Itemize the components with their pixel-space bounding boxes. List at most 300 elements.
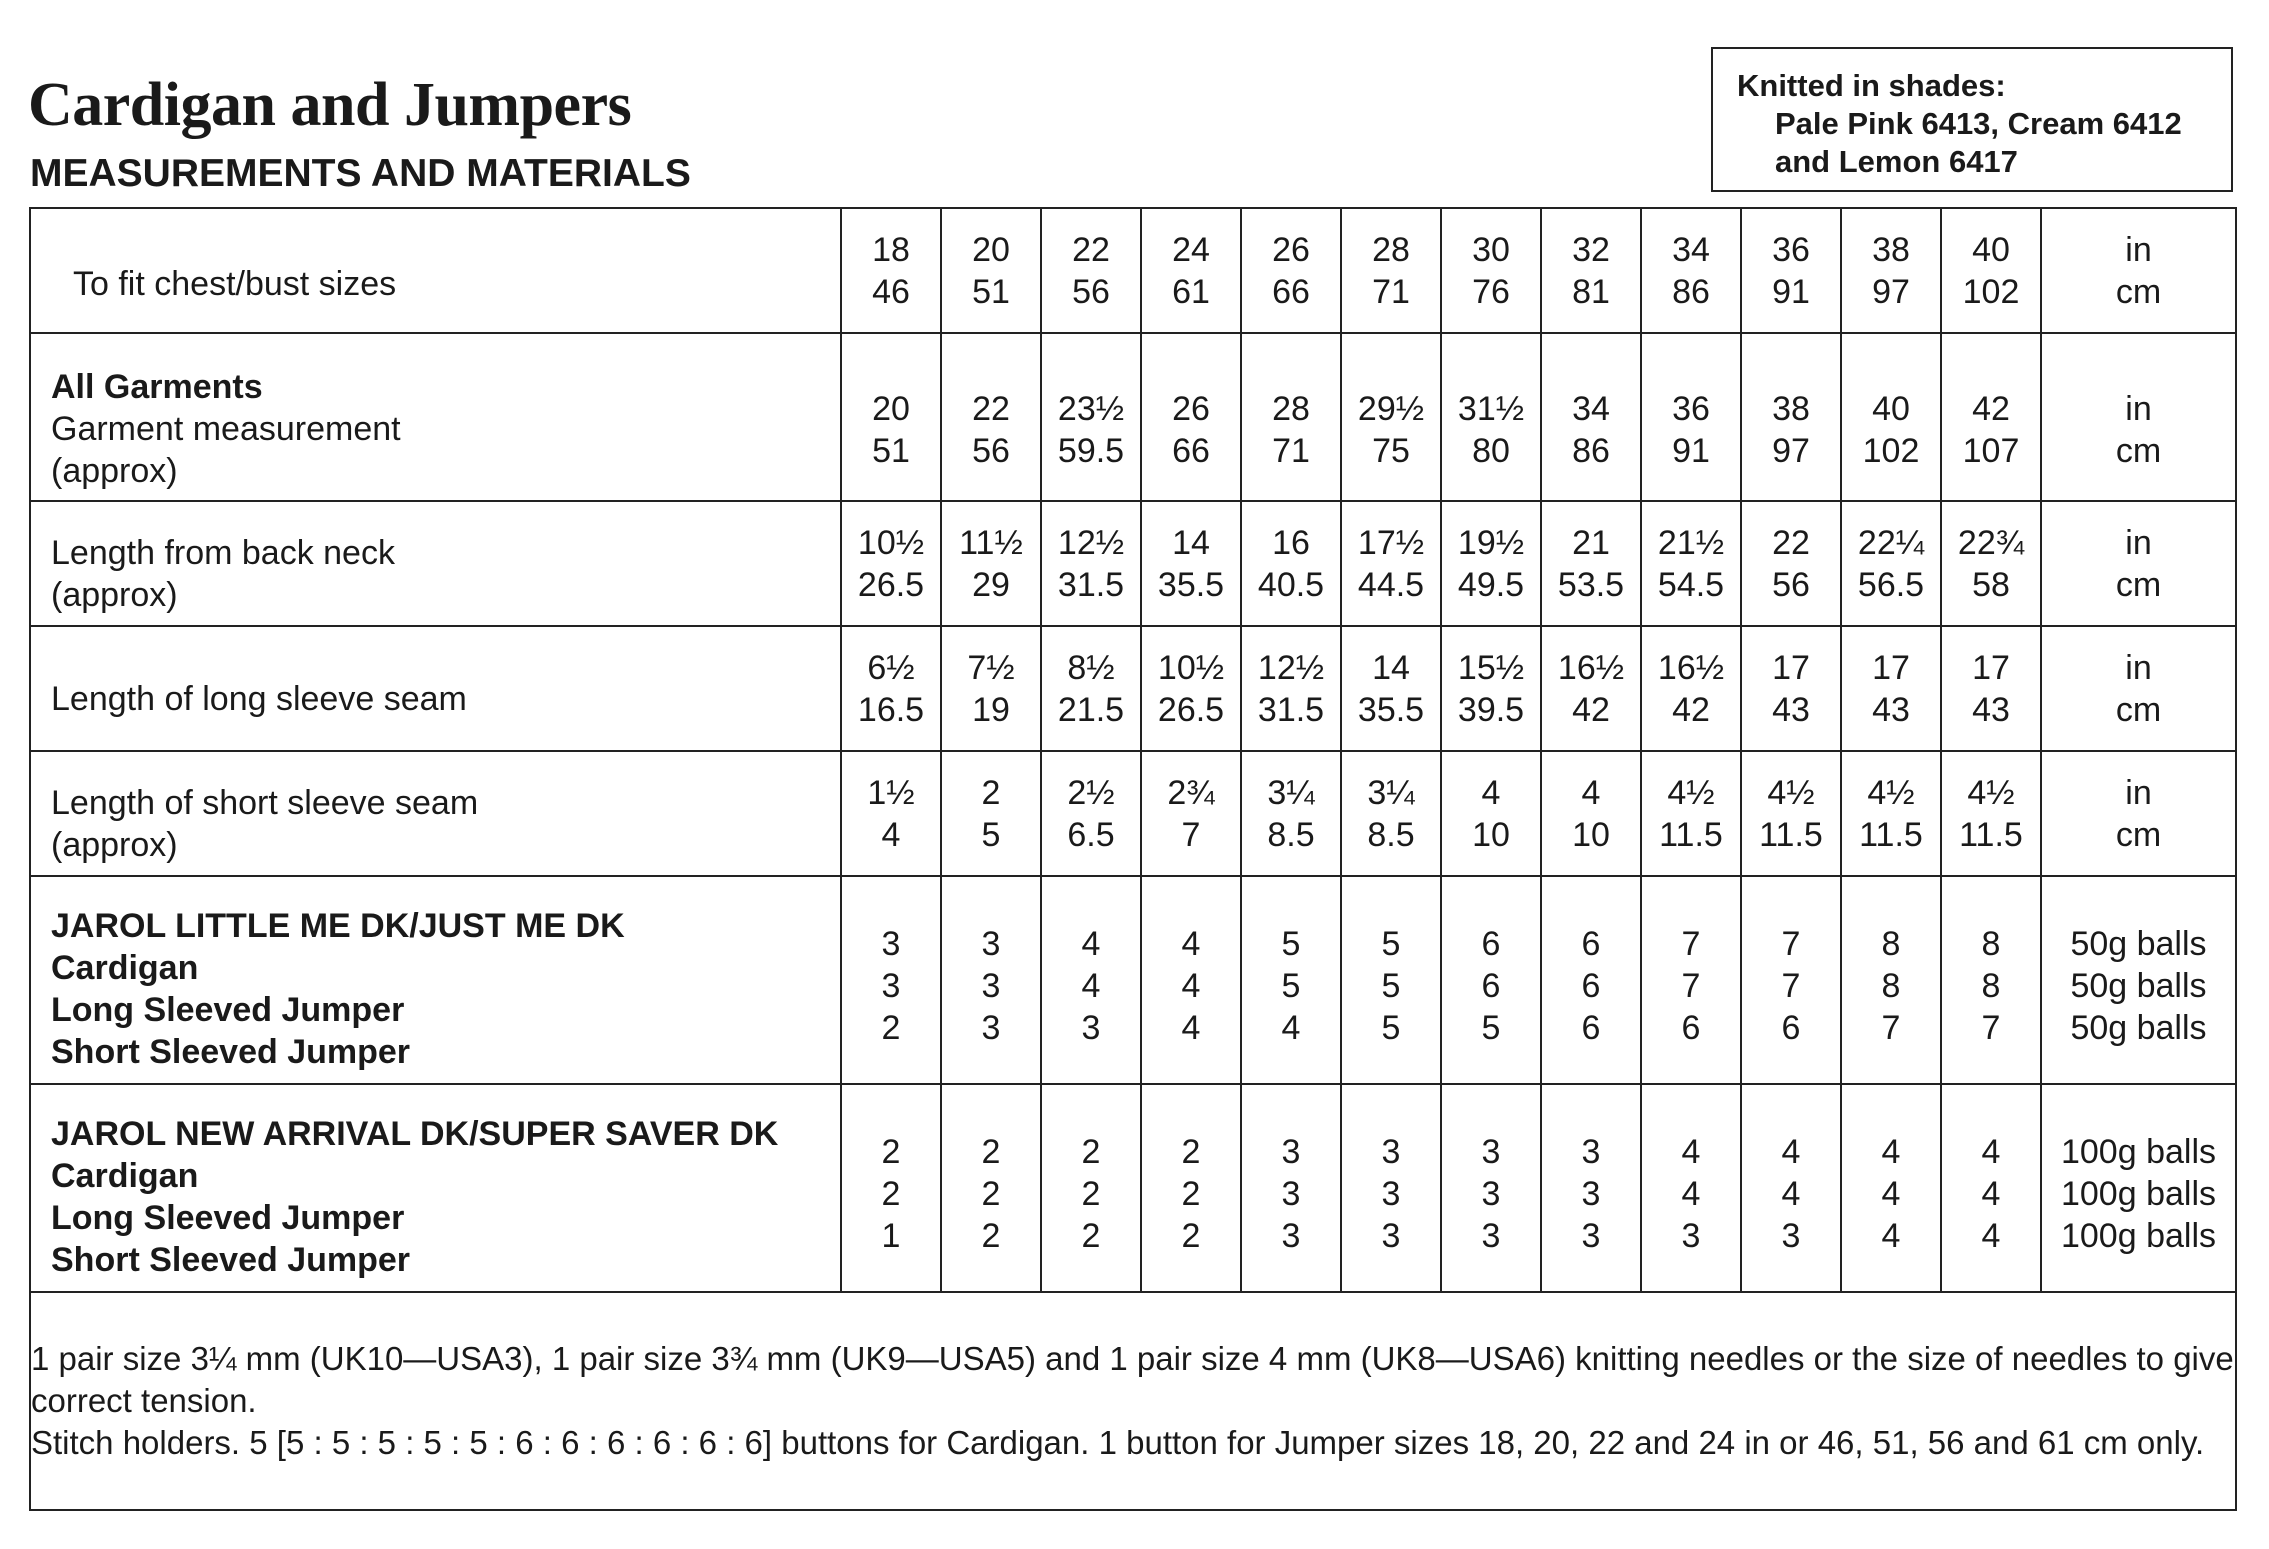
- unit-value: in: [2125, 648, 2152, 687]
- row-label-line: Length of long sleeve seam: [51, 679, 467, 718]
- row-label: [30, 208, 841, 333]
- size-cell: [941, 751, 1041, 876]
- size-cell: [1141, 501, 1241, 626]
- cell-value: 6: [1681, 1009, 1701, 1047]
- cell-value: 107: [1962, 432, 2020, 470]
- cell-value: 15½: [1457, 648, 1525, 687]
- cell-value: 4: [1181, 925, 1201, 963]
- cell-value: 56: [1072, 272, 1110, 311]
- cell-value: 26: [1172, 390, 1210, 428]
- cell-value: 40: [1972, 230, 2010, 269]
- cell-value: 6: [1781, 1009, 1801, 1047]
- row-label-line: Long Sleeved Jumper: [51, 991, 405, 1029]
- size-cell: [1441, 751, 1541, 876]
- cell-value: 5: [1481, 1009, 1501, 1047]
- table-row: [30, 626, 2236, 751]
- size-cell: [1141, 333, 1241, 501]
- size-cell: [1141, 876, 1241, 1084]
- cell-value: 71: [1272, 432, 1310, 470]
- cell-value: 53.5: [1557, 565, 1625, 604]
- cell-value: 11.5: [1759, 815, 1823, 854]
- size-cell: [1541, 208, 1641, 333]
- cell-value: 10½: [1157, 648, 1225, 687]
- cell-value: 6: [1481, 925, 1501, 963]
- cell-value: 43: [1872, 690, 1910, 729]
- unit-value: 100g balls: [2060, 1217, 2216, 1255]
- cell-value: 2: [1181, 1175, 1201, 1213]
- cell-value: 8: [1881, 925, 1901, 963]
- unit-value: cm: [2115, 565, 2162, 604]
- cell-value: 1: [881, 1217, 901, 1255]
- size-cell: [941, 1084, 1041, 1292]
- size-cell: [1141, 626, 1241, 751]
- cell-value: 4½: [1867, 773, 1915, 812]
- size-cell: [1041, 1084, 1141, 1292]
- cell-value: 36: [1672, 390, 1710, 428]
- size-cell: [1741, 501, 1841, 626]
- cell-value: 42: [1972, 390, 2010, 428]
- row-label: [30, 626, 841, 751]
- cell-value: 36: [1772, 230, 1810, 269]
- cell-value: 6: [1581, 1009, 1601, 1047]
- unit-value: in: [2125, 230, 2152, 269]
- cell-value: 43: [1772, 690, 1810, 729]
- cell-value: 4: [1881, 1217, 1901, 1255]
- cell-value: 97: [1872, 272, 1910, 311]
- cell-value: 2: [1081, 1175, 1101, 1213]
- size-cell: [1841, 501, 1941, 626]
- cell-value: 4½: [1667, 773, 1715, 812]
- size-cell: [1041, 333, 1141, 501]
- cell-value: 22¾: [1957, 523, 2025, 562]
- size-cell: [1341, 751, 1441, 876]
- cell-value: 3: [1781, 1217, 1801, 1255]
- size-cell: [1841, 751, 1941, 876]
- cell-value: 59.5: [1057, 432, 1125, 470]
- unit-value: cm: [2115, 690, 2162, 729]
- cell-value: 5: [981, 815, 1001, 854]
- size-cell: [1141, 751, 1241, 876]
- size-cell: [1741, 626, 1841, 751]
- cell-value: 3: [1481, 1175, 1501, 1213]
- size-cell: [1141, 208, 1241, 333]
- cell-value: 3: [1281, 1175, 1301, 1213]
- size-cell: [1941, 1084, 2041, 1292]
- cell-value: 16: [1272, 523, 1310, 562]
- cell-value: 30: [1472, 230, 1510, 269]
- cell-value: 66: [1172, 432, 1210, 470]
- cell-value: 20: [872, 390, 910, 428]
- size-cell: [1641, 876, 1741, 1084]
- cell-value: 54.5: [1657, 565, 1725, 604]
- unit-cell: [2041, 501, 2236, 626]
- cell-value: 39.5: [1457, 690, 1525, 729]
- cell-value: 42: [1672, 690, 1710, 729]
- size-cell: [1041, 876, 1141, 1084]
- unit-cell: [2041, 626, 2236, 751]
- row-label-line: Garment measurement: [51, 410, 401, 448]
- cell-value: 7½: [967, 648, 1015, 687]
- size-cell: [941, 501, 1041, 626]
- size-cell: [1741, 208, 1841, 333]
- size-cell: [841, 626, 941, 751]
- size-cell: [1841, 876, 1941, 1084]
- cell-value: 6: [1481, 967, 1501, 1005]
- cell-value: 102: [1862, 432, 1920, 470]
- table-row: [30, 501, 2236, 626]
- size-cell: [1241, 626, 1341, 751]
- cell-value: 4: [1081, 967, 1101, 1005]
- cell-value: 4: [1781, 1133, 1801, 1171]
- cell-value: 5: [1281, 925, 1301, 963]
- cell-value: 3: [1281, 1133, 1301, 1171]
- row-label-line: JAROL LITTLE ME DK/JUST ME DK: [51, 907, 625, 945]
- cell-value: 4: [1881, 1133, 1901, 1171]
- size-cell: [941, 876, 1041, 1084]
- cell-value: 86: [1572, 432, 1610, 470]
- size-cell: [1341, 501, 1441, 626]
- cell-value: 21½: [1657, 523, 1725, 562]
- size-cell: [1141, 1084, 1241, 1292]
- cell-value: 12½: [1257, 648, 1325, 687]
- cell-value: 4: [1081, 925, 1101, 963]
- cell-value: 6.5: [1067, 815, 1115, 854]
- cell-value: 5: [1381, 1009, 1401, 1047]
- row-label-line: All Garments: [51, 368, 263, 406]
- unit-value: cm: [2115, 815, 2162, 854]
- cell-value: 7: [1981, 1009, 2001, 1047]
- cell-value: 102: [1962, 272, 2020, 311]
- cell-value: 1½: [867, 773, 915, 812]
- unit-value: 100g balls: [2060, 1133, 2216, 1171]
- row-label-line: Length from back neck: [51, 533, 395, 572]
- cell-value: 2: [881, 1175, 901, 1213]
- size-cell: [1041, 626, 1141, 751]
- measurements-table: [29, 207, 2237, 1511]
- size-cell: [1441, 626, 1541, 751]
- cell-value: 7: [1681, 925, 1701, 963]
- size-cell: [941, 208, 1041, 333]
- cell-value: 24: [1172, 230, 1210, 269]
- cell-value: 75: [1372, 432, 1410, 470]
- shades-heading: Knitted in shades:: [1737, 68, 2006, 103]
- size-cell: [1641, 208, 1741, 333]
- cell-value: 42: [1572, 690, 1610, 729]
- cell-value: 3: [881, 925, 901, 963]
- row-label-line: Long Sleeved Jumper: [51, 1199, 405, 1237]
- cell-value: 17: [1972, 648, 2010, 687]
- cell-value: 7: [1881, 1009, 1901, 1047]
- cell-value: 3: [1381, 1217, 1401, 1255]
- size-cell: [1841, 626, 1941, 751]
- cell-value: 2¾: [1167, 773, 1215, 812]
- cell-value: 3: [1481, 1133, 1501, 1171]
- materials-notes: [30, 1292, 2236, 1510]
- row-label: [30, 1084, 841, 1292]
- cell-value: 3: [1581, 1175, 1601, 1213]
- unit-value: 100g balls: [2060, 1175, 2216, 1213]
- row-label-line: (approx): [51, 575, 178, 614]
- cell-value: 26.5: [857, 565, 925, 604]
- cell-value: 19½: [1457, 523, 1525, 562]
- cell-value: 49.5: [1457, 565, 1525, 604]
- row-label-line: (approx): [51, 825, 178, 864]
- size-cell: [1441, 208, 1541, 333]
- unit-cell: [2041, 876, 2236, 1084]
- table-row: [30, 751, 2236, 876]
- unit-cell: [2041, 333, 2236, 501]
- cell-value: 3: [1681, 1217, 1701, 1255]
- cell-value: 3¼: [1267, 773, 1315, 812]
- cell-value: 12½: [1057, 523, 1125, 562]
- cell-value: 11.5: [1859, 815, 1923, 854]
- size-cell: [1541, 876, 1641, 1084]
- cell-value: 8: [1981, 925, 2001, 963]
- cell-value: 4: [1981, 1133, 2001, 1171]
- cell-value: 31½: [1457, 390, 1525, 428]
- cell-value: 20: [972, 230, 1010, 269]
- table-row: [30, 208, 2236, 333]
- size-cell: [1441, 501, 1541, 626]
- cell-value: 22¼: [1857, 523, 1925, 562]
- cell-value: 4½: [1967, 773, 2015, 812]
- size-cell: [1241, 501, 1341, 626]
- cell-value: 6½: [867, 648, 915, 687]
- row-label-line: Cardigan: [51, 1157, 199, 1195]
- cell-value: 29½: [1357, 390, 1425, 428]
- size-cell: [841, 876, 941, 1084]
- cell-value: 3: [1281, 1217, 1301, 1255]
- cell-value: 17: [1872, 648, 1910, 687]
- cell-value: 18: [872, 230, 910, 269]
- note-text: Stitch holders. 5 [5 : 5 : 5 : 5 : 5 : 6 : 6 : 6 : 6 : 6 : 6] buttons for Cardigan. 1 button for Jumper sizes 18, 20, 22 and 24 in or 46, 51, 56 and 61 cm only.: [31, 1424, 2205, 1461]
- cell-value: 5: [1381, 967, 1401, 1005]
- shades-box: [1711, 47, 2233, 192]
- cell-value: 2: [881, 1133, 901, 1171]
- size-cell: [1741, 1084, 1841, 1292]
- cell-value: 56.5: [1857, 565, 1925, 604]
- cell-value: 8½: [1067, 648, 1115, 687]
- size-cell: [1241, 751, 1341, 876]
- cell-value: 40.5: [1257, 565, 1325, 604]
- cell-value: 7: [1681, 967, 1701, 1005]
- cell-value: 35.5: [1157, 565, 1225, 604]
- cell-value: 6: [1581, 925, 1601, 963]
- table-row: [30, 876, 2236, 1084]
- row-label: [30, 501, 841, 626]
- size-cell: [1441, 1084, 1541, 1292]
- cell-value: 3: [981, 967, 1001, 1005]
- cell-value: 19: [972, 690, 1010, 729]
- page-title: Cardigan and Jumpers: [28, 71, 632, 139]
- size-cell: [1341, 876, 1441, 1084]
- size-cell: [1341, 333, 1441, 501]
- cell-value: 10: [1472, 815, 1510, 854]
- unit-value: in: [2125, 390, 2152, 428]
- cell-value: 16½: [1657, 648, 1725, 687]
- unit-cell: [2041, 1084, 2236, 1292]
- cell-value: 21.5: [1057, 690, 1125, 729]
- cell-value: 2: [981, 1133, 1001, 1171]
- size-cell: [841, 751, 941, 876]
- cell-value: 91: [1772, 272, 1810, 311]
- unit-cell: [2041, 751, 2236, 876]
- cell-value: 4: [1281, 1009, 1301, 1047]
- cell-value: 58: [1972, 565, 2010, 604]
- size-cell: [1641, 333, 1741, 501]
- cell-value: 71: [1372, 272, 1410, 311]
- cell-value: 5: [1281, 967, 1301, 1005]
- notes-row: [30, 1292, 2236, 1510]
- note-text: 1 pair size 3¼ mm (UK10—USA3), 1 pair size 3¾ mm (UK9—USA5) and 1 pair size 4 mm (UK8—USA6) knitting needles or the size of needles to give correct tension.: [31, 1340, 2234, 1419]
- cell-value: 10½: [857, 523, 925, 562]
- size-cell: [1241, 208, 1341, 333]
- unit-value: in: [2125, 773, 2152, 812]
- cell-value: 8.5: [1267, 815, 1315, 854]
- cell-value: 51: [972, 272, 1010, 311]
- cell-value: 7: [1181, 815, 1201, 854]
- size-cell: [1241, 1084, 1341, 1292]
- cell-value: 46: [872, 272, 910, 311]
- cell-value: 28: [1272, 390, 1310, 428]
- cell-value: 4: [1581, 773, 1601, 812]
- size-cell: [1341, 626, 1441, 751]
- row-label-line: Length of short sleeve seam: [51, 783, 479, 822]
- cell-value: 28: [1372, 230, 1410, 269]
- cell-value: 4: [1881, 1175, 1901, 1213]
- cell-value: 21: [1572, 523, 1610, 562]
- cell-value: 3: [1581, 1133, 1601, 1171]
- row-label-line: Cardigan: [51, 949, 199, 987]
- size-cell: [1441, 876, 1541, 1084]
- cell-value: 4: [1781, 1175, 1801, 1213]
- cell-value: 8: [1981, 967, 2001, 1005]
- cell-value: 66: [1272, 272, 1310, 311]
- cell-value: 86: [1672, 272, 1710, 311]
- cell-value: 3: [1381, 1133, 1401, 1171]
- cell-value: 4: [881, 815, 901, 854]
- table-row: [30, 1084, 2236, 1292]
- cell-value: 22: [972, 390, 1010, 428]
- cell-value: 2: [981, 1175, 1001, 1213]
- row-label-line: Short Sleeved Jumper: [51, 1033, 411, 1071]
- cell-value: 61: [1172, 272, 1210, 311]
- cell-value: 8: [1881, 967, 1901, 1005]
- size-cell: [1741, 333, 1841, 501]
- cell-value: 2: [981, 1217, 1001, 1255]
- size-cell: [1341, 1084, 1441, 1292]
- shades-line: and Lemon 6417: [1775, 144, 2018, 179]
- cell-value: 38: [1772, 390, 1810, 428]
- cell-value: 23½: [1057, 390, 1125, 428]
- cell-value: 7: [1781, 967, 1801, 1005]
- cell-value: 14: [1372, 648, 1410, 687]
- cell-value: 80: [1472, 432, 1510, 470]
- size-cell: [1441, 333, 1541, 501]
- size-cell: [841, 333, 941, 501]
- cell-value: 31.5: [1057, 565, 1125, 604]
- size-cell: [1941, 751, 2041, 876]
- size-cell: [1041, 751, 1141, 876]
- cell-value: 81: [1572, 272, 1610, 311]
- size-cell: [1741, 751, 1841, 876]
- unit-cell: [2041, 208, 2236, 333]
- cell-value: 16½: [1557, 648, 1625, 687]
- cell-value: 16.5: [857, 690, 925, 729]
- size-cell: [1941, 333, 2041, 501]
- cell-value: 4: [1681, 1133, 1701, 1171]
- cell-value: 3: [981, 1009, 1001, 1047]
- cell-value: 97: [1772, 432, 1810, 470]
- size-cell: [1941, 501, 2041, 626]
- unit-value: cm: [2115, 432, 2162, 470]
- size-cell: [841, 501, 941, 626]
- table-row: [30, 333, 2236, 501]
- size-cell: [1541, 333, 1641, 501]
- size-cell: [941, 333, 1041, 501]
- cell-value: 22: [1772, 523, 1810, 562]
- cell-value: 4: [1681, 1175, 1701, 1213]
- size-cell: [1641, 626, 1741, 751]
- cell-value: 34: [1572, 390, 1610, 428]
- cell-value: 56: [972, 432, 1010, 470]
- cell-value: 17: [1772, 648, 1810, 687]
- cell-value: 32: [1572, 230, 1610, 269]
- cell-value: 26: [1272, 230, 1310, 269]
- unit-value: cm: [2115, 272, 2162, 311]
- cell-value: 91: [1672, 432, 1710, 470]
- size-cell: [1041, 501, 1141, 626]
- unit-value: 50g balls: [2070, 1009, 2207, 1047]
- cell-value: 11½: [959, 523, 1023, 562]
- size-cell: [941, 626, 1041, 751]
- size-cell: [1541, 626, 1641, 751]
- cell-value: 3¼: [1367, 773, 1415, 812]
- cell-value: 2: [881, 1009, 901, 1047]
- row-label: [30, 876, 841, 1084]
- size-cell: [1841, 1084, 1941, 1292]
- cell-value: 4: [1481, 773, 1501, 812]
- cell-value: 4½: [1767, 773, 1815, 812]
- cell-value: 5: [1381, 925, 1401, 963]
- size-cell: [841, 1084, 941, 1292]
- cell-value: 4: [1981, 1217, 2001, 1255]
- unit-value: 50g balls: [2070, 967, 2207, 1005]
- size-cell: [1541, 1084, 1641, 1292]
- size-cell: [1241, 333, 1341, 501]
- unit-value: 50g balls: [2070, 925, 2207, 963]
- cell-value: 51: [872, 432, 910, 470]
- cell-value: 76: [1472, 272, 1510, 311]
- cell-value: 2: [1181, 1133, 1201, 1171]
- cell-value: 2: [1081, 1133, 1101, 1171]
- size-cell: [1841, 333, 1941, 501]
- cell-value: 26.5: [1157, 690, 1225, 729]
- size-cell: [1941, 626, 2041, 751]
- cell-value: 2½: [1067, 773, 1115, 812]
- cell-value: 3: [1381, 1175, 1401, 1213]
- size-cell: [1041, 208, 1141, 333]
- cell-value: 6: [1581, 967, 1601, 1005]
- size-cell: [1741, 876, 1841, 1084]
- cell-value: 34: [1672, 230, 1710, 269]
- shades-line: Pale Pink 6413, Cream 6412: [1775, 106, 2182, 141]
- cell-value: 38: [1872, 230, 1910, 269]
- page-subtitle: MEASUREMENTS AND MATERIALS: [30, 152, 691, 195]
- size-cell: [1641, 1084, 1741, 1292]
- size-cell: [1641, 501, 1741, 626]
- size-cell: [1341, 208, 1441, 333]
